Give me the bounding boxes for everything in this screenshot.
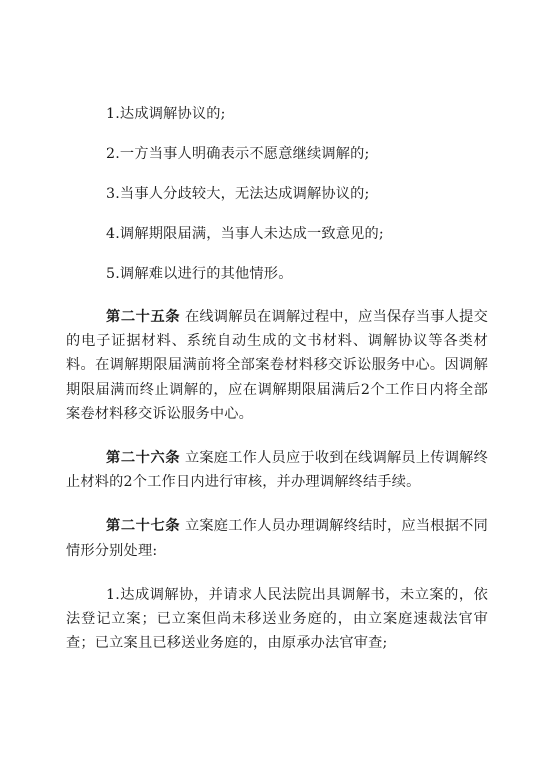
article-27-number: 第二十七条: [106, 518, 181, 535]
termination-condition-4: 4.调解期限届满，当事人未达成一致意见的;: [106, 226, 384, 242]
article-26: [66, 446, 488, 494]
document-body: [66, 103, 488, 675]
termination-condition-5: 5.调解难以进行的其他情形。: [106, 266, 293, 282]
article-26-number: 第二十六条: [106, 450, 181, 467]
termination-condition-2: 2.一方当事人明确表示不愿意继续调解的;: [106, 146, 370, 162]
article-25-text: 在线调解员在调解过程中，应当保存当事人提交的电子证据材料、系统自动生成的文书材料、调解协议等各类材料。在调解期限届满前将全部案卷材料移交诉讼服务中心。因调解期限届满而终止调解的，应在调解期限届满后2个工作日内将全部案卷材料移交诉讼服务中心。: [66, 309, 488, 422]
termination-condition-3: 3.当事人分歧较大，无法达成调解协议的;: [106, 186, 370, 202]
termination-condition-1: 1.达成调解协议的;: [106, 106, 226, 122]
article-25-number: 第二十五条: [106, 309, 181, 325]
article-27: [66, 514, 488, 562]
article-26-text: 立案庭工作人员应于收到在线调解员上传调解终止材料的2个工作日内进行审核，并办理调解终结手续。: [66, 450, 488, 491]
article-27-case-1: 1.达成调解协，并请求人民法院出具调解书，未立案的，依法登记立案；已立案但尚未移送业务庭的，由立案庭速裁法官审查；已立案且已移送业务庭的，由原承办法官审查;: [66, 586, 488, 652]
article-25: [66, 305, 488, 426]
article-27-text: 立案庭工作人员办理调解终结时，应当根据不同情形分别处理:: [66, 518, 488, 559]
